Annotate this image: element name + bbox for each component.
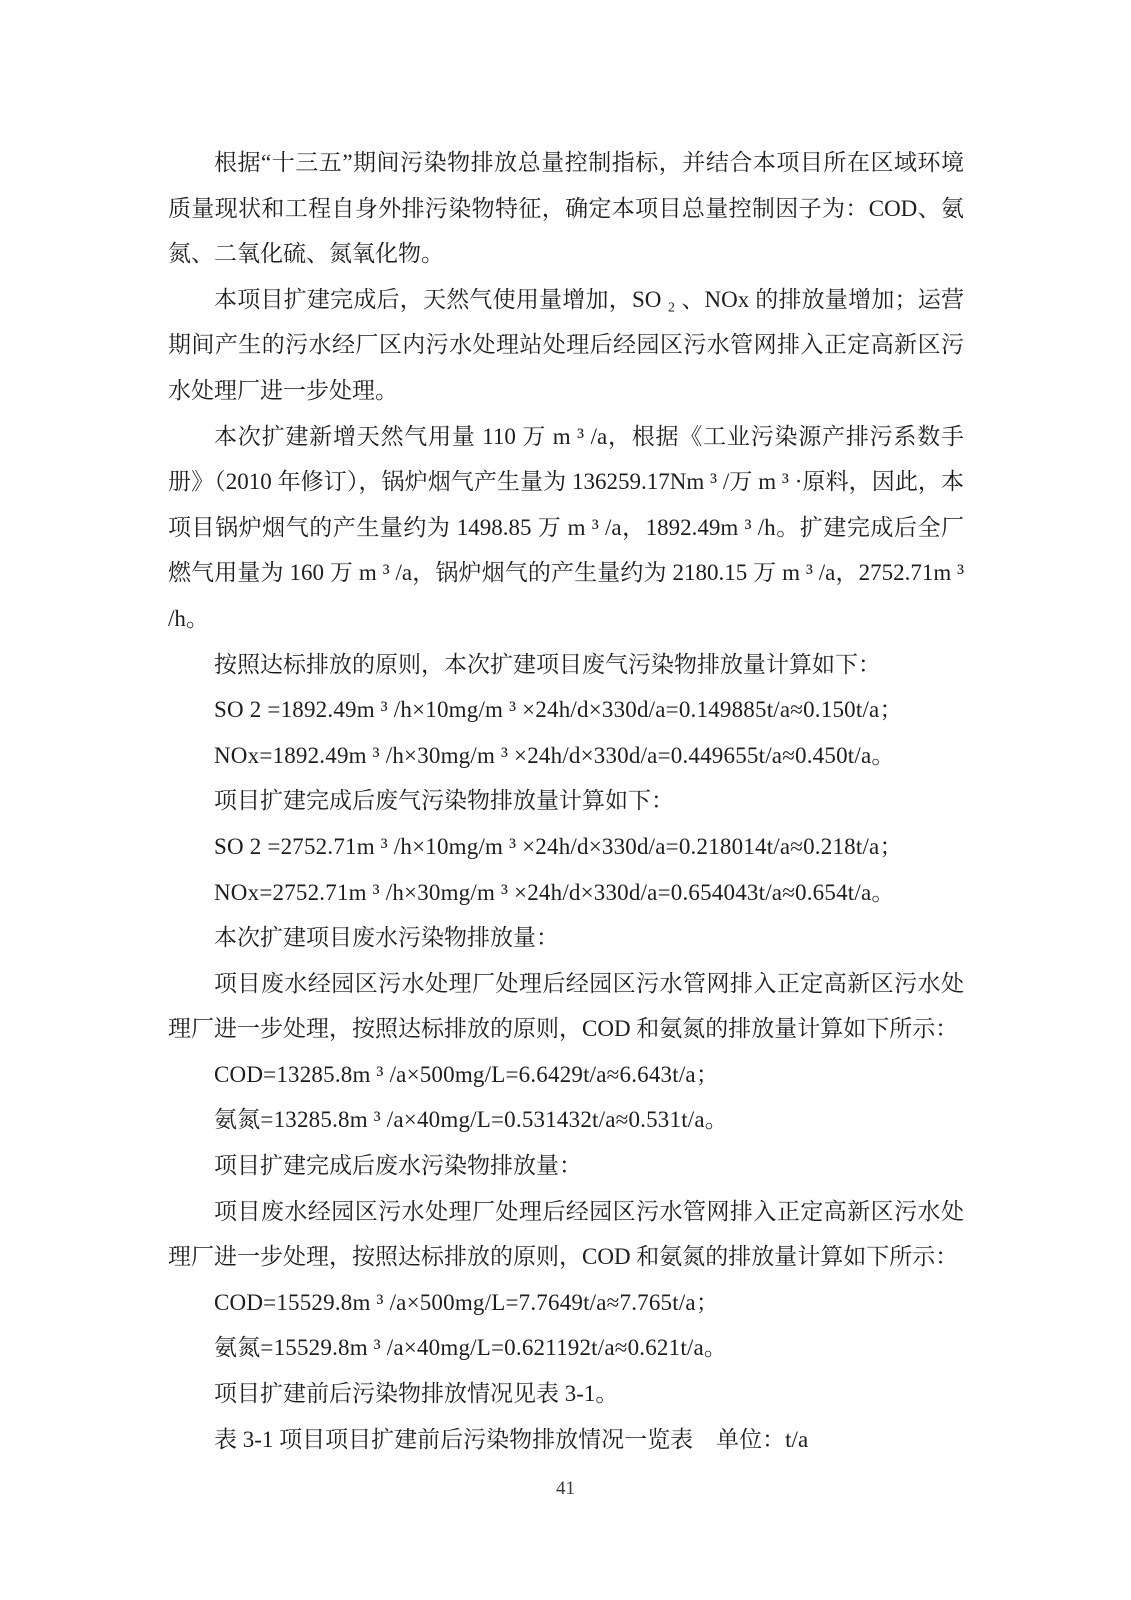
paragraph-wastewater-after-treatment: 项目废水经园区污水处理厂处理后经园区污水管网排入正定高新区污水处理厂进一步处理，按照达标排放的原则，COD 和氨氮的排放量计算如下所示： bbox=[168, 1198, 964, 1270]
paragraph-expansion-overview: 本项目扩建完成后，天然气使用量增加，SO ₂ 、NOx 的排放量增加；运营期间产生的污水经厂区内污水处理站处理后经园区污水管网排入正定高新区污水处理厂进一步处理。 bbox=[168, 286, 964, 403]
formula-nox-after: NOx=2752.71m ³ /h×30mg/m ³ ×24h/d×330d/a=0.654043t/a≈0.654t/a。 bbox=[214, 879, 895, 905]
formula-cod-after: COD=15529.8m ³ /a×500mg/L=7.7649t/a≈7.765t/a； bbox=[214, 1289, 720, 1315]
paragraph-table-reference: 项目扩建前后污染物排放情况见表 3-1。 bbox=[214, 1381, 619, 1407]
paragraph-total-control-factors: 根据“十三五”期间污染物排放总量控制指标，并结合本项目所在区域环境质量现状和工程自身外排污染物特征，确定本项目总量控制因子为：COD、氨氮、二氧化硫、氮氧化物。 bbox=[168, 150, 964, 267]
page-number: 41 bbox=[556, 1478, 575, 1499]
table-caption: 表 3-1 项目项目扩建前后污染物排放情况一览表 单位：t/a bbox=[214, 1426, 809, 1452]
formula-so2-expansion: SO 2 =1892.49m ³ /h×10mg/m ³ ×24h/d×330d/a=0.149885t/a≈0.150t/a； bbox=[214, 697, 903, 723]
paragraph-wastewater-after-intro: 项目扩建完成后废水污染物排放量： bbox=[214, 1153, 582, 1179]
paragraph-waste-gas-after-intro: 项目扩建完成后废气污染物排放量计算如下： bbox=[214, 788, 674, 814]
paragraph-gas-consumption: 本次扩建新增天然气用量 110 万 m ³ /a，根据《工业污染源产排污系数手册》（2010 年修订），锅炉烟气产生量为 136259.17Nm ³ /万 m ³ ·原料，因此，本项目锅炉烟气的产生量约为 1498.85 万 m ³ /a，1892.49m ³ /h。扩建完成后全厂燃气用量为 160 万 m ³ /a，锅炉烟气的产生量约为 2180.15 万 m ³ /a，2752.71m ³ /h。 bbox=[168, 423, 964, 631]
formula-nh3n-expansion: 氨氮=13285.8m ³ /a×40mg/L=0.531432t/a≈0.531t/a。 bbox=[214, 1107, 728, 1133]
formula-nh3n-after: 氨氮=15529.8m ³ /a×40mg/L=0.621192t/a≈0.621t/a。 bbox=[214, 1335, 728, 1361]
paragraph-waste-gas-intro: 按照达标排放的原则，本次扩建项目废气污染物排放量计算如下： bbox=[214, 651, 881, 677]
formula-cod-expansion: COD=13285.8m ³ /a×500mg/L=6.6429t/a≈6.643t/a； bbox=[214, 1061, 720, 1087]
formula-so2-after: SO 2 =2752.71m ³ /h×10mg/m ³ ×24h/d×330d/a=0.218014t/a≈0.218t/a； bbox=[214, 833, 903, 859]
paragraph-wastewater-intro: 本次扩建项目废水污染物排放量： bbox=[214, 925, 559, 951]
paragraph-wastewater-treatment: 项目废水经园区污水处理厂处理后经园区污水管网排入正定高新区污水处理厂进一步处理，按照达标排放的原则，COD 和氨氮的排放量计算如下所示： bbox=[168, 970, 964, 1042]
formula-nox-expansion: NOx=1892.49m ³ /h×30mg/m ³ ×24h/d×330d/a=0.449655t/a≈0.450t/a。 bbox=[214, 742, 895, 768]
document-body bbox=[168, 140, 964, 1462]
